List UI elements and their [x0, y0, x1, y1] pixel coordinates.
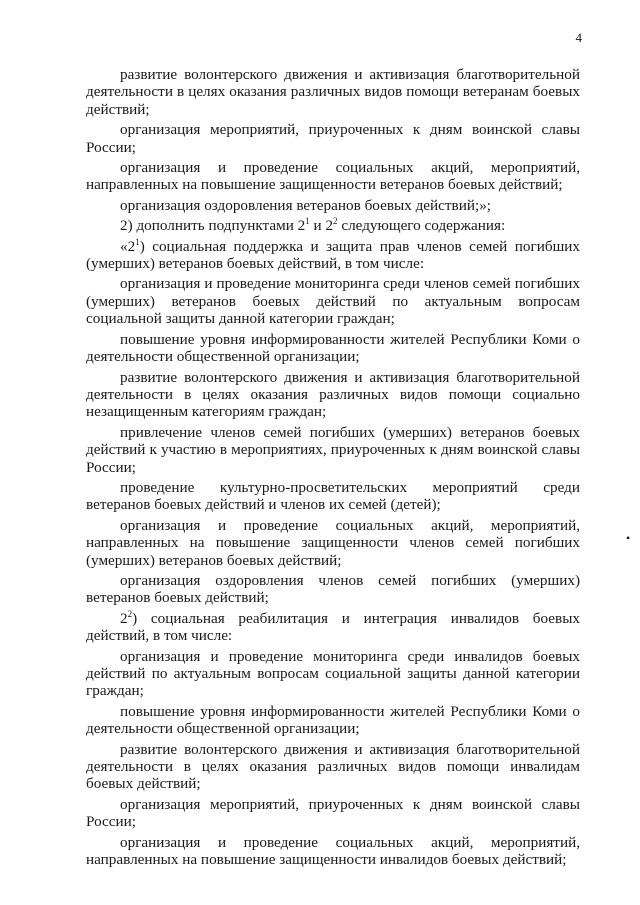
paragraph: $2^2$) социальная реабилитация и интеграция инвалидов боевых действий, в том числе:	[86, 608, 580, 645]
document-body	[86, 66, 580, 871]
paragraph: организация и проведение мониторинга среди инвалидов боевых действий по актуальным вопросам социальной защиты данной категории граждан;	[86, 647, 580, 700]
page-number: 4	[575, 30, 582, 45]
paragraph: развитие волонтерского движения и активизация благотворительной деятельности в целях оказания различных видов помощи социально незащищенным категориям граждан;	[86, 368, 580, 421]
paragraph: организация оздоровления членов семей погибших (умерших) ветеранов боевых действий;	[86, 571, 580, 607]
paragraph: организация и проведение социальных акций, мероприятий, направленных на повышение защищенности ветеранов боевых действий;	[86, 159, 580, 194]
paragraph: организация и проведение социальных акций, мероприятий, направленных на повышение защищенности инвалидов боевых действий;	[86, 833, 580, 869]
paragraph: проведение культурно-просветительских мероприятий среди ветеранов боевых действий и членов их семей (детей);	[86, 478, 580, 514]
paragraph: «$2^1$) социальная поддержка и защита прав членов семей погибших (умерших) ветеранов боевых действий, в том числе:	[86, 236, 580, 273]
paragraph: организация и проведение социальных акций, мероприятий, направленных на повышение защищенности членов семей погибших (умерших) ветеранов боевых действий;	[86, 516, 580, 569]
paragraph: привлечение членов семей погибших (умерших) ветеранов боевых действий к участию в мероприятиях, приуроченных к дням воинской славы России;	[86, 423, 580, 476]
paragraph: организация мероприятий, приуроченных к дням воинской славы России;	[86, 795, 580, 831]
paragraph: развитие волонтерского движения и активизация благотворительной деятельности в целях оказания различных видов помощи ветеранам боевых действий;	[86, 66, 580, 118]
paragraph: развитие волонтерского движения и активизация благотворительной деятельности в целях оказания различных видов помощи инвалидам боевых действий;	[86, 740, 580, 793]
paragraph: повышение уровня информированности жителей Республики Коми о деятельности общественной организации;	[86, 702, 580, 738]
paragraph: повышение уровня информированности жителей Республики Коми о деятельности общественной организации;	[86, 330, 580, 366]
paragraph: организация мероприятий, приуроченных к дням воинской славы России;	[86, 121, 580, 156]
paragraph: организация и проведение мониторинга среди членов семей погибших (умерших) ветеранов боевых действий по актуальным вопросам социальной защиты данной категории граждан;	[86, 275, 580, 328]
paragraph: организация оздоровления ветеранов боевых действий;»;	[120, 196, 492, 214]
scan-mark: •	[626, 531, 631, 545]
paragraph: 2) дополнить подпунктами $2^1$ и $2^2$ следующего содержания:	[120, 216, 506, 235]
